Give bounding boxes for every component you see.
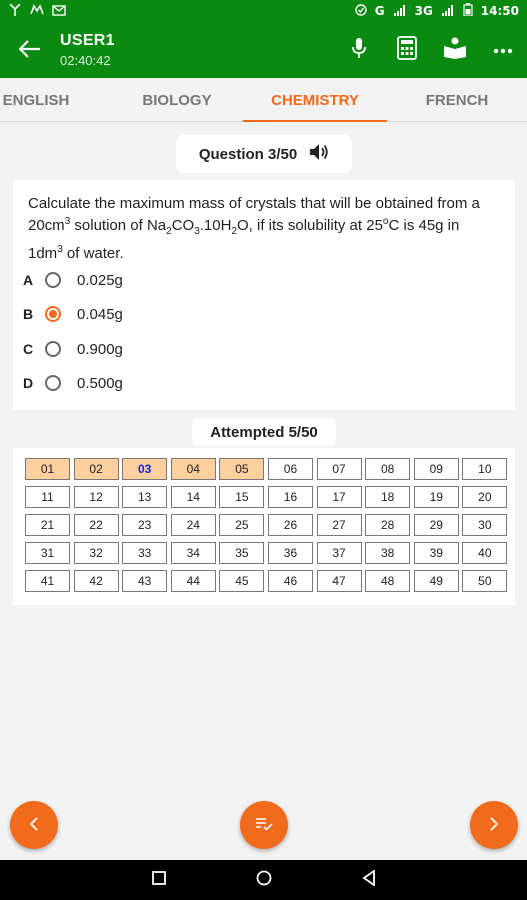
question-text-part: O, if its solubility at 25 (237, 217, 383, 234)
question-text-sub: 3 (194, 226, 200, 237)
signal-icon-2 (441, 4, 455, 19)
question-cell[interactable]: 39 (414, 542, 459, 564)
question-cell[interactable]: 17 (317, 486, 362, 508)
question-cell[interactable]: 50 (462, 570, 507, 592)
network-icon (8, 4, 22, 19)
question-cell[interactable]: 44 (171, 570, 216, 592)
question-text-sub: 2 (231, 226, 238, 237)
battery-icon (463, 3, 473, 19)
question-grid (25, 458, 515, 592)
question-card (13, 180, 515, 410)
question-cell[interactable]: 01 (25, 458, 70, 480)
question-cell[interactable]: 05 (219, 458, 264, 480)
question-cell[interactable]: 11 (25, 486, 70, 508)
usb-icon (30, 4, 44, 19)
question-grid-card (13, 448, 515, 605)
recents-icon[interactable] (152, 871, 166, 890)
book-button[interactable] (431, 22, 479, 78)
back-button[interactable] (0, 22, 60, 78)
option-text: 0.500g (77, 374, 123, 392)
user-info (60, 32, 115, 68)
question-text-sub: 2 (166, 226, 172, 237)
question-text-part: CO (171, 217, 195, 234)
question-cell[interactable]: 28 (365, 514, 410, 536)
book-icon (443, 37, 467, 64)
question-cell[interactable]: 20 (462, 486, 507, 508)
chevron-left-icon (29, 815, 39, 836)
question-text-part: of water. (62, 245, 124, 262)
question-text-sup: o (382, 216, 389, 227)
question-cell[interactable]: 40 (462, 542, 507, 564)
question-cell[interactable]: 12 (74, 486, 119, 508)
option-text: 0.025g (77, 271, 123, 289)
question-cell[interactable]: 25 (219, 514, 264, 536)
option-letter: D (23, 375, 34, 391)
tab-french[interactable]: FRENCH (425, 91, 489, 109)
tab-chemistry[interactable]: CHEMISTRY (243, 78, 387, 122)
status-left-icons (8, 4, 66, 19)
radio-button[interactable] (45, 272, 61, 288)
option-a[interactable] (23, 266, 123, 294)
question-cell[interactable]: 08 (365, 458, 410, 480)
option-letter: A (23, 272, 34, 288)
appbar-actions (335, 22, 527, 78)
option-text: 0.900g (77, 340, 123, 358)
question-cell[interactable]: 46 (268, 570, 313, 592)
exam-timer: 02:40:42 (60, 53, 111, 68)
question-number: Question 3/50 (198, 145, 298, 163)
arrow-left-icon (19, 35, 41, 65)
question-text-part: C is 45g in 1dm (28, 217, 460, 262)
calculator-icon (397, 36, 417, 65)
question-text (28, 195, 498, 263)
calculator-button[interactable] (383, 22, 431, 78)
question-cell[interactable]: 14 (171, 486, 216, 508)
radio-button-selected[interactable] (45, 306, 61, 322)
question-cell[interactable]: 36 (268, 542, 313, 564)
subject-tabs (0, 78, 527, 122)
question-cell[interactable]: 42 (74, 570, 119, 592)
question-cell[interactable]: 35 (219, 542, 264, 564)
option-letter: C (23, 341, 34, 357)
question-number-pill (176, 135, 352, 173)
tab-english[interactable]: ENGLISH (2, 91, 70, 109)
question-cell[interactable]: 37 (317, 542, 362, 564)
question-text-sup: 3 (57, 244, 63, 255)
question-cell[interactable]: 16 (268, 486, 313, 508)
question-cell[interactable]: 49 (414, 570, 459, 592)
question-cell[interactable]: 07 (317, 458, 362, 480)
home-icon[interactable] (256, 870, 272, 891)
question-cell[interactable]: 21 (25, 514, 70, 536)
tab-biology[interactable]: BIOLOGY (142, 91, 212, 109)
radio-button[interactable] (45, 341, 61, 357)
network-type-label: G (374, 4, 385, 18)
option-text: 0.045g (77, 305, 123, 323)
chevron-right-icon (489, 815, 499, 836)
list-check-icon (255, 815, 273, 836)
mic-button[interactable] (335, 22, 383, 78)
question-cell[interactable]: 23 (122, 514, 167, 536)
question-cell[interactable]: 13 (122, 486, 167, 508)
question-cell[interactable]: 03 (122, 458, 167, 480)
question-cell[interactable]: 02 (74, 458, 119, 480)
question-cell[interactable]: 34 (171, 542, 216, 564)
question-cell[interactable]: 30 (462, 514, 507, 536)
option-d[interactable] (23, 369, 123, 397)
more-options-button[interactable] (479, 22, 527, 78)
attempted-count: Attempted 5/50 (192, 418, 336, 446)
previous-button[interactable] (10, 801, 58, 849)
status-right (355, 3, 519, 19)
more-icon (493, 41, 513, 59)
option-c[interactable] (23, 335, 123, 363)
question-cell[interactable]: 04 (171, 458, 216, 480)
mail-icon (52, 4, 66, 19)
question-cell[interactable]: 48 (365, 570, 410, 592)
question-text-sup: 3 (64, 216, 71, 227)
question-cell[interactable]: 31 (25, 542, 70, 564)
network-3g-label: 3G (414, 4, 433, 18)
option-b[interactable] (23, 300, 123, 328)
question-text-part: solution of Na (70, 217, 167, 234)
back-nav-icon[interactable] (362, 870, 376, 891)
question-cell[interactable]: 43 (122, 570, 167, 592)
question-cell[interactable]: 27 (317, 514, 362, 536)
data-saver-icon (355, 4, 367, 19)
question-text-part: .10H (199, 217, 232, 234)
question-cell[interactable]: 26 (268, 514, 313, 536)
next-button[interactable] (470, 801, 518, 849)
question-cell[interactable]: 32 (74, 542, 119, 564)
clock-time: 14:50 (480, 4, 519, 18)
question-cell[interactable]: 06 (268, 458, 313, 480)
question-text-part: Calculate the maximum mass of crystals that will be obtained from a 20cm (28, 195, 480, 234)
question-cell[interactable]: 10 (462, 458, 507, 480)
question-cell[interactable]: 41 (25, 570, 70, 592)
status-bar (0, 0, 527, 22)
question-cell[interactable]: 09 (414, 458, 459, 480)
question-cell[interactable]: 19 (414, 486, 459, 508)
question-cell[interactable]: 38 (365, 542, 410, 564)
signal-icon (393, 4, 407, 19)
question-cell[interactable]: 29 (414, 514, 459, 536)
user-name: USER1 (60, 32, 115, 49)
option-letter: B (23, 306, 34, 322)
question-cell[interactable]: 22 (74, 514, 119, 536)
radio-button[interactable] (45, 375, 61, 391)
question-cell[interactable]: 24 (171, 514, 216, 536)
review-button[interactable] (240, 801, 288, 849)
speaker-icon[interactable] (309, 143, 329, 165)
question-cell[interactable]: 18 (365, 486, 410, 508)
question-cell[interactable]: 47 (317, 570, 362, 592)
mic-icon (351, 37, 367, 64)
question-cell[interactable]: 15 (219, 486, 264, 508)
question-cell[interactable]: 33 (122, 542, 167, 564)
question-cell[interactable]: 45 (219, 570, 264, 592)
system-nav-bar (0, 860, 527, 900)
app-bar (0, 22, 527, 78)
